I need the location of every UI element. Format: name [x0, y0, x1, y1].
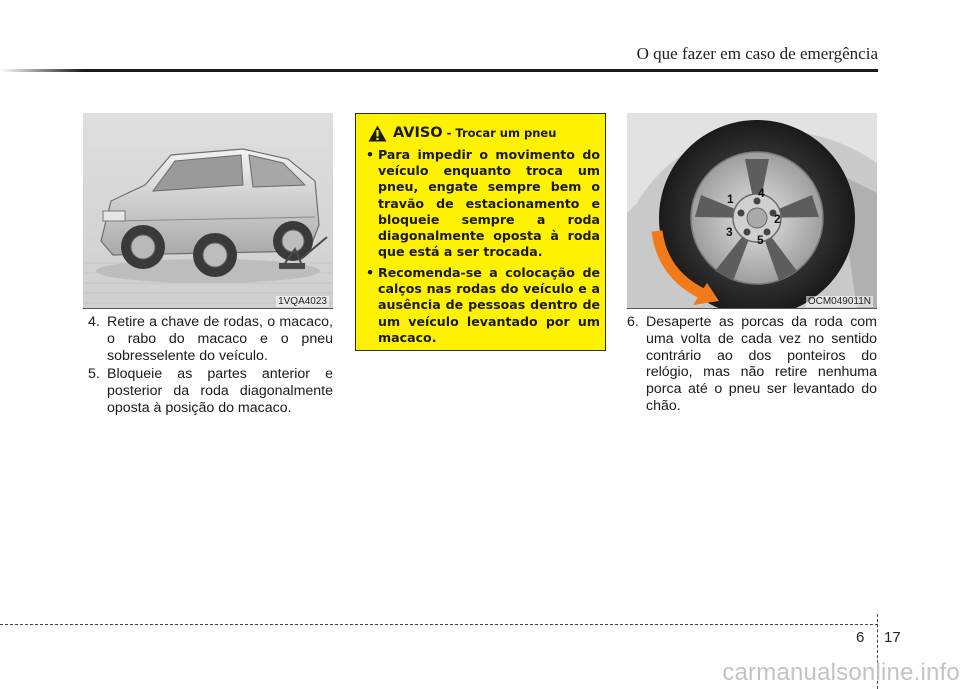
- figure-code: 1VQA4023: [278, 296, 327, 307]
- chapter-number: 6: [856, 629, 865, 646]
- figure-code: OCM049011N: [807, 296, 871, 307]
- step-text: Retire a chave de rodas, o macaco, o rabo do macaco e o pneu sobresselente do veículo.: [107, 314, 333, 364]
- bullet: •: [366, 147, 375, 162]
- warning-item-text: Para impedir o movimento do veículo enquanto troca um pneu, engate sempre bem o travão de estacionamento e bloqueie sempre a roda diagonalmente oposta à roda que está a ser trocada.: [378, 147, 600, 260]
- step-4: [88, 314, 333, 364]
- step-6: [627, 314, 877, 415]
- step-number: 4.: [88, 314, 100, 330]
- wheel-nuts-illustration: [627, 113, 877, 309]
- nut-label-1: 1: [727, 192, 734, 206]
- page-header-title: O que fazer em caso de emergência: [636, 44, 878, 63]
- bullet: •: [366, 265, 375, 280]
- figure-bottom-line: [83, 308, 333, 309]
- nut-label-5: 5: [757, 233, 764, 247]
- warning-box: [355, 113, 606, 351]
- nut-label-3: 3: [726, 225, 733, 239]
- warning-header: [368, 123, 556, 143]
- nut-label-4: 4: [758, 186, 765, 200]
- header-rule-fade: [0, 69, 83, 72]
- step-5: [88, 366, 333, 416]
- step-number: 5.: [88, 366, 100, 382]
- step-text: Bloqueie as partes anterior e posterior da roda diagonalmente oposta à posição do macaco.: [107, 366, 333, 416]
- page-number: 17: [884, 629, 901, 646]
- figure-bottom-line: [627, 308, 877, 309]
- warning-item-text: Recomenda-se a colocação de calços nas rodas do veículo e a ausência de pessoas dentro de um veículo levantado por um macaco.: [378, 265, 600, 345]
- warning-title: AVISO: [393, 125, 443, 141]
- header-rule: [83, 69, 878, 72]
- step-text: Desaperte as porcas da roda com uma volta de cada vez no sentido contrário ao dos ponteiros do relógio, mas não retire nenhuma porca até o pneu ser levantado do chão.: [646, 314, 877, 414]
- car-illustration-graphic: [83, 113, 333, 309]
- car-jack-illustration: [83, 113, 333, 309]
- warning-subtitle: - Trocar um pneu: [446, 126, 557, 140]
- watermark-text: carmanualsonline.info: [722, 659, 960, 686]
- step-number: 6.: [627, 314, 639, 330]
- nut-label-2: 2: [774, 212, 781, 226]
- warning-triangle-icon: [368, 125, 387, 142]
- warning-item: [366, 147, 600, 260]
- wheel-illustration-graphic: [627, 113, 877, 309]
- footer-dashed-rule: [0, 624, 878, 625]
- warning-item: [366, 265, 600, 346]
